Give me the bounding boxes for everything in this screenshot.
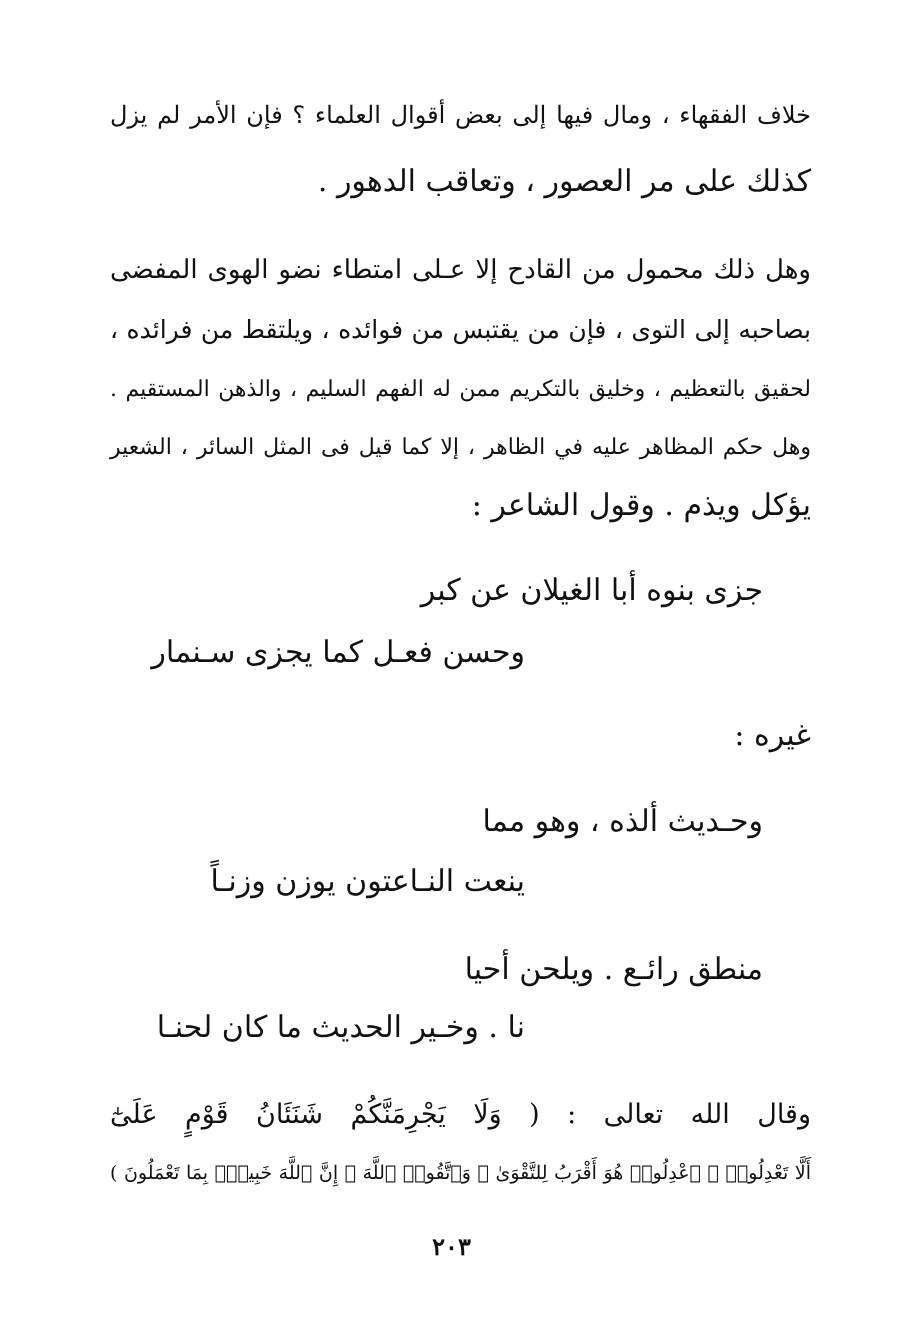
page-number: ٢٠٣ [432,1232,471,1261]
text-line: بصاحبه إلى التوى ، فإن من يقتبس من فوائده ، ويلتقط من فرائده ، [110,315,811,344]
verse-line: نا . وخـير الحديث ما كان لحنـا [156,1010,525,1045]
text-line: لحقيق بالتعظيم ، وخليق بالتكريم ممن له الفهم السليم ، والذهن المستقيم . [110,377,811,402]
text-line: كذلك على مر العصور ، وتعاقب الدهور . [317,164,811,199]
text-line: غيره : [734,718,811,753]
verse-line: جزى بنوه أبا الغيلان عن كبر [420,573,763,608]
text-line: وهل حكم المظاهر عليه في الظاهر ، إلا كما قيل فى المثل السائر ، الشعير [110,435,811,460]
quran-line: وقال الله تعالى : ( وَلَا يَجْرِمَنَّكُمْ شَنَئَانُ قَوْمٍ عَلَىٰٓ [110,1099,811,1130]
text-line: يؤكل ويذم . وقول الشاعر : [471,488,811,523]
text-line: وهل ذلك محمول من القادح إلا عـلى امتطاء نضو الهوى المفضى [110,255,811,285]
verse-line: منطق رائـع . ويلحن أحيا [464,952,763,987]
quran-line: أَلَّا تَعْدِلُوا۟ ۚ ٱعْدِلُوا۟ هُوَ أَقْرَبُ لِلتَّقْوَىٰ ۖ وَٱتَّقُوا۟ ٱللَّهَ ۚ إِنَّ ٱللَّهَ خَبِيرٌۢ بِمَا تَعْمَلُونَ ) [110,1162,811,1184]
text-line: خلاف الفقهاء ، ومال فيها إلى بعض أقوال العلماء ؟ فإن الأمر لم يزل [110,101,811,129]
verse-line: وحـديث ألذه ، وهو مما [482,804,763,839]
verse-line: وحسن فعـل كما يجزى سـنمار [151,635,525,670]
verse-line: ينعت النـاعتون يوزن وزنـاً [210,864,525,899]
